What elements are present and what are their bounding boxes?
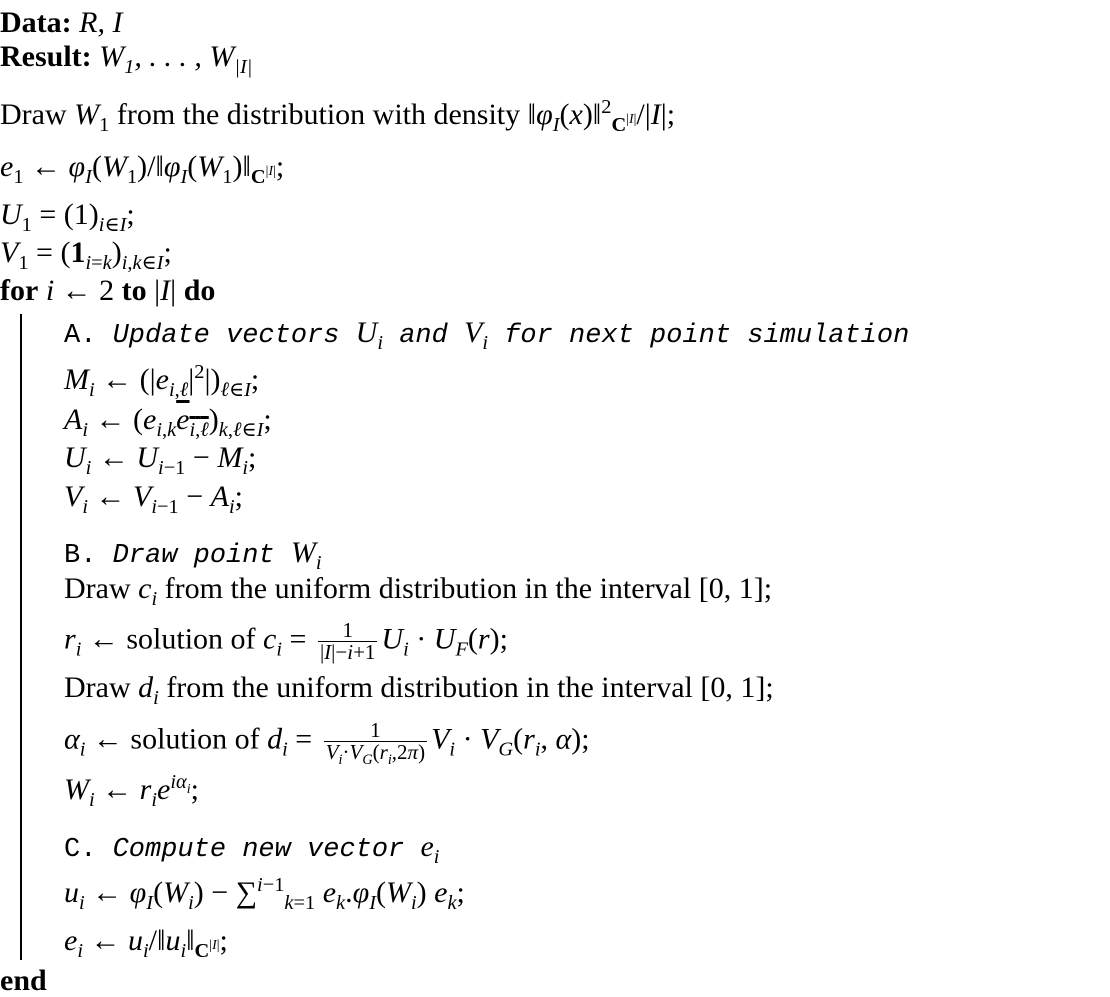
ri-line: $r_i$ ← solution of $c_i$ = $\frac{1}{|I|-i+1}$ $U_i \cdot U_F(r)$; [64,618,508,664]
ai-line: $A_i$ ← $(e_{i,k}e_{i,\ell})_{k,\ell\in I}$; [64,403,272,441]
wi-line: $W_i$ ← $r_ie^{i\alpha_i}$; [64,771,199,811]
section-a-text: Update vectors $U_i$ and $V_i$ for next point simulation [112,316,910,354]
alpha-fraction: $\frac{1}{V_i\cdot V_G(r_i,2\pi)}$ [325,718,426,769]
do-keyword: do [183,274,216,307]
for-line: for i ← 2 to |I| do [0,274,216,307]
data-value: R, I [79,6,123,39]
mi-line: $M_i$ ← $(|e_{i,\ell}|^2|)_{\ell\in I}$; [64,361,260,401]
data-line [0,8,122,38]
e1-line: $e_1$ ← $\varphi_I(W_1)/‖\varphi_I(W_1)‖_{C^{|I|}}$; [0,150,285,188]
alpha-line: $\alpha_i$ ← solution of $d_i$ = $\frac{1}{V_i\cdot V_G(r_i,2\pi)}$ $V_i \cdot V_G(r_i$, α); [64,718,590,769]
section-b-text: Draw point $W_i$ [112,536,322,574]
section-c-comment [64,830,440,868]
to-keyword: to [121,274,147,307]
for-keyword: for [0,274,39,307]
section-b-comment [64,536,322,574]
result-keyword: Result: [0,40,92,73]
data-keyword: Data: [0,6,72,39]
ui-line: $U_i$ ← $U_{i-1} - M_i$; [64,441,257,479]
result-line [0,40,253,78]
ri-fraction: $\frac{1}{|I|-i+1}$ [319,618,376,664]
vi-line: $V_i$ ← $V_{i-1} - A_i$; [64,480,243,518]
section-b-tag: B. [64,541,97,571]
section-a-tag: A. [64,321,97,351]
draw-w1-line: Draw $W_1$ from the distribution with density $‖\varphi_I(x)‖^2_{C^{|I|}}/|I|$; [0,96,676,136]
u-i-line: $u_i$ ← $\varphi_I(W_i) - \sum^{i-1}_{k=1}$ $e_k.\varphi_I(W_i)$ $e_k$; [64,874,465,914]
result-value: $W_1$, . . . , $W_{|I|}$ [99,40,253,78]
loop-bar [20,314,22,960]
section-c-tag: C. [64,835,97,865]
section-a-comment [64,316,910,354]
u1-line: $U_1 = (1)_{i\in I}$; [0,198,135,236]
draw-ci-line: Draw $c_i$ from the uniform distribution in the interval [0, 1]; [64,572,773,610]
section-c-text: Compute new vector $e_i$ [112,830,440,868]
v1-line: $V_1 = (1_{i=k})_{i,k\in I}$; [0,236,172,274]
draw-di-line: Draw $d_i$ from the uniform distribution in the interval [0, 1]; [64,671,774,709]
end-keyword: end [0,964,47,997]
e-i-line: $e_i$ ← $u_i/‖u_i‖_{C^{|I|}}$; [64,924,228,962]
